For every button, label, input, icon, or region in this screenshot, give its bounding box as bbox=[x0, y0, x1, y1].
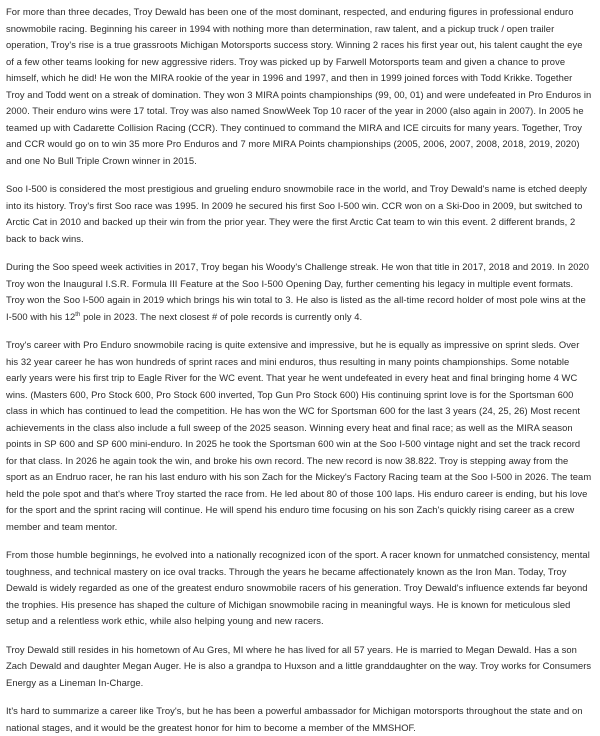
speed-week-text: During the Soo speed week activities in 2017, Troy began his Woody's Challenge streak. He won that title in 2017, 2018 and 2019. In 2020 Troy won the Inaugural I.S.R. Formula III Feature at the Soo I-500 Opening Day, further cementing his legacy in multiple event formats. Troy won the Soo I-500 again in 2019 which brings his win total to 3. He also is listed as the all-time record holder of most pole wins at the I-500 with his 12 bbox=[6, 261, 590, 322]
paragraph-personal-life: Troy Dewald still resides in his hometown of Au Gres, MI where he has lived for all 57 years. He is married to Megan Dewald. Has a son Zach Dewald and daughter Megan Auger. He is also a grandpa to Huxson and a little granddaughter on the way. Troy works for Consumers Energy as a Lineman In-Charge. bbox=[6, 643, 592, 688]
paragraph-closing: It's hard to summarize a career like Troy's, but he has been a powerful ambassador for Michigan motorsports throughout the state and on national stages, and it would be the greatest honor for him to become a member of the MMSHOF. bbox=[6, 705, 583, 733]
paragraph-soo-speed-week bbox=[6, 259, 592, 325]
paragraph-sprint-career: Troy's career with Pro Enduro snowmobile racing is quite extensive and impressive, but he is equally as impressive on sprint sleds. Over his 32 year career he has won hundreds of sprint races and mini enduros, thus resulting in many points championships. Some notable early years were his first trip to Eagle River for the WC event. That year he went undefeated in every heat and final bringing home 4 WC wins. (Masters 600, Pro Stock 600, Pro Stock 600 inverted, Top Gun Pro Stock 600) His continuing sprint love is for the Sportsman 600 class in which has continued to lead the competition. He has won the WC for Sportsman 600 for the last 3 years (24, 25, 26) Most recent achievements in the class also include a full sweep of the 2025 season. Winning every heat and final race; as well as the MIRA season points in SP 600 and SP 600 mini-enduro. In 2025 he took the Sportsman 600 win at the Soo I-500 vintage night and set the track record for that class. In 2026 he again took the win, and broke his own record. The new record is now 38.822. Troy is stepping away from the sport as an Endruo racer, he ran his last enduro with his son Zach for the Mickey's Factory Racing team at the Soo I-500 in 2026. The team held the pole spot and that's where Troy started the race from. He led about 80 of those 100 laps. His enduro career is ending, but his love for the sport and the sprint racing will continue. He will spend his enduro time focusing on his son Zach's quickly rising career as a crew member and team mentor. bbox=[6, 339, 592, 532]
paragraph-humble-beginnings: From those humble beginnings, he evolved into a nationally recognized icon of the sport. A racer known for unmatched consistency, mental toughness, and technical mastery on ice oval tracks. Through the years he became affectionately known as the Iron Man. Today, Troy Dewald is widely regarded as one of the greatest enduro snowmobile racers of his generation. Troy Dewald's influence extends far beyond the trophies. His presence has shaped the culture of Michigan snowmobile racing in meaningful ways. He is known for meticulous sled setup and a relentless work ethic, while also helping young and new racers. bbox=[6, 549, 590, 626]
paragraph-soo-i500: Soo I-500 is considered the most prestigious and grueling enduro snowmobile race in the world, and Troy Dewald's name is etched deeply into its history. Troy's first Soo race was 1995. In 2009 he secured his first Soo I-500 win. CCR won on a Ski-Doo in 2009, but switched to Arctic Cat in 2010 and backed up their win from the prior year. They were the first Arctic Cat team to win this event. 2 different brands, 2 back to back wins. bbox=[6, 183, 587, 244]
ordinal-superscript: th bbox=[75, 311, 81, 318]
paragraph-career-overview: For more than three decades, Troy Dewald has been one of the most dominant, respected, and enduring figures in professional enduro snowmobile racing. Beginning his career in 1994 with nothing more than determination, raw talent, and a pickup truck / open trailer operation, Troy's rise is a true grassroots Michigan Motorsports success story. Winning 2 races his first year out, his talent caught the eye of a few other teams looking for new aggressive riders. Troy was picked up by Farwell Motorsports team and given a chance to prove himself, which he did! He won the MIRA rookie of the year in 1996 and 1997, and then in 1999 joined forces with Todd Krikke. Together Troy and Todd went on a streak of domination. They won 3 MIRA points championships (99, 00, 01) and were undefeated in Pro Enduros in 2000. Their enduro wins were 17 total. Troy was also named SnowWeek Top 10 racer of the year in 2000 (also again in 2007). In 2005 he teamed up with Cadarette Collision Racing (CCR). They continued to command the MIRA and ICE circuits for many years. Together, Troy and CCR would go on to win 35 more Pro Enduros and 7 more MIRA Points championships (2005, 2006, 2007, 2008, 2018, 2019, 2020) and one No Bull Triple Crown winner in 2015. bbox=[6, 6, 592, 166]
speed-week-text-end: pole in 2023. The next closest # of pole records is currently only 4. bbox=[80, 310, 363, 322]
